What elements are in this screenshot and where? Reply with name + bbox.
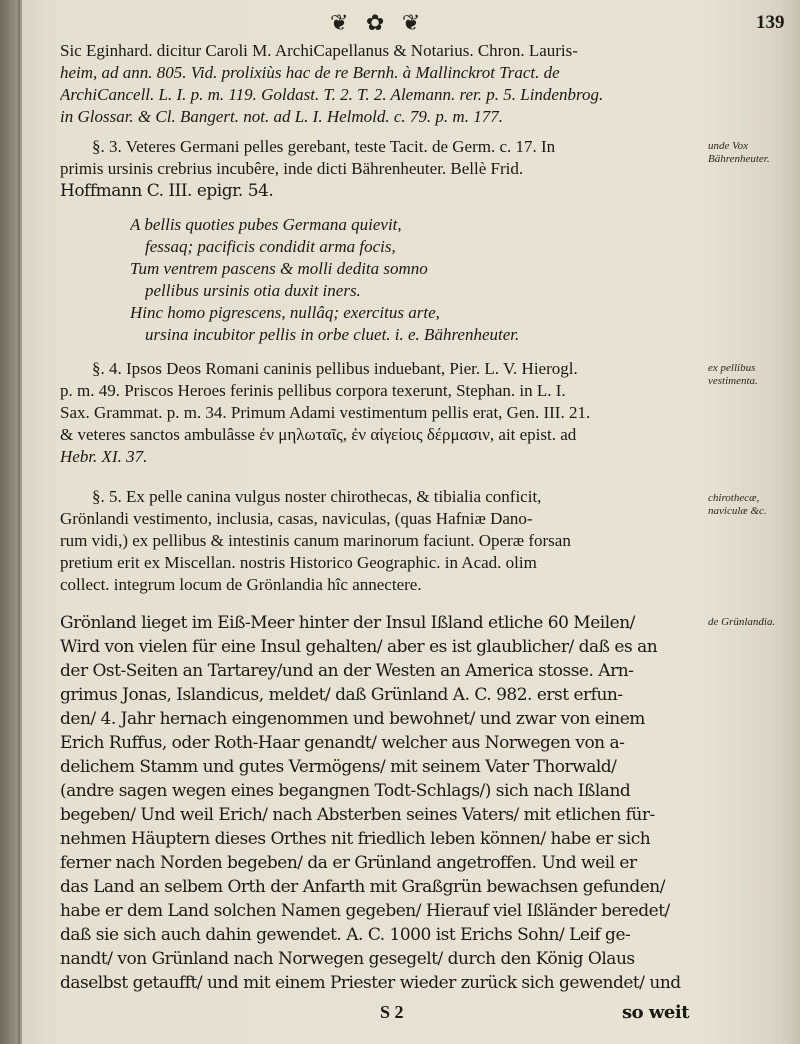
signature-mark: S 2 [380, 1002, 404, 1022]
german-line: den/ 4. Jahr hernach eingenommen und bewohnet/ und zwar von einem [60, 709, 645, 729]
poem-line: fessaq; pacificis condidit arma focis, [145, 237, 396, 256]
page-gutter [0, 0, 22, 1044]
section-4-line: p. m. 49. Priscos Heroes ferinis pellibus corpora texerunt, Stephan. in L. I. [60, 381, 566, 400]
german-line: nehmen Häuptern dieses Orthes nit friedlich leben können/ habe er sich [60, 829, 651, 849]
section-5-line: rum vidi,) ex pellibus & intestinis canum marinorum faciunt. Operæ forsan [60, 531, 571, 550]
section-5-line: collect. integrum locum de Grönlandia hîc annectere. [60, 575, 422, 594]
section-3-line: primis ursinis crebrius incubêre, inde dicti Bährenheuter. Bellè Frid. [60, 159, 524, 178]
german-line: Grönland lieget im Eiß-Meer hinter der Insul Ißland etliche 60 Meilen/ [60, 613, 635, 633]
poem-line: A bellis quoties pubes Germana quievit, [130, 215, 402, 234]
text-line: Sic Eginhard. dicitur Caroli M. ArchiCapellanus & Notarius. Chron. Lauris- [60, 41, 578, 60]
section-5-line: pretium erit ex Miscellan. nostris Historico Geographic. in Acad. olim [60, 553, 537, 572]
poem-line: Hinc homo pigrescens, nullâq; exercitus arte, [130, 303, 440, 322]
german-line: Erich Ruffus, oder Roth-Haar genandt/ welcher aus Norwegen von a- [60, 733, 625, 753]
german-line: daselbst getaufft/ und mit einem Priester wieder zurück sich gewendet/ und [60, 973, 681, 993]
german-line: (andre sagen wegen eines begangnen Todt-Schlags/) sich nach Ißland [60, 781, 631, 801]
german-line: nandt/ von Grünland nach Norwegen gesegelt/ durch den König Olaus [60, 949, 635, 969]
section-4-line: Hebr. XI. 37. [60, 447, 148, 466]
german-line: delichem Stamm und gutes Vermögens/ mit seinem Vater Thorwald/ [60, 757, 617, 777]
margin-note: de Grünlandia. [708, 616, 776, 628]
section-4-line: §. 4. Ipsos Deos Romani caninis pellibus induebant, Pier. L. V. Hierogl. [92, 359, 578, 378]
text-line: ArchiCancell. L. I. p. m. 119. Goldast. T. 2. T. 2. Alemann. rer. p. 5. Lindenbrog. [60, 85, 604, 104]
page-number: 139 [756, 12, 785, 33]
margin-note: chirothecæ, naviculæ &c. [708, 492, 767, 517]
german-line: habe er dem Land solchen Namen gegeben/ Hierauf viel Ißländer beredet/ [60, 901, 670, 921]
header-ornament: ❦ ✿ ❦ [330, 10, 427, 35]
catchword: so weit [622, 1002, 690, 1023]
section-4-line: Sax. Grammat. p. m. 34. Primum Adami vestimentum pellis erat, Gen. III. 21. [60, 403, 591, 422]
german-line: ferner nach Norden begeben/ da er Grünland angetroffen. Und weil er [60, 853, 637, 873]
margin-note: ex pellibus vestimenta. [708, 362, 758, 387]
german-line: daß sie sich auch dahin gewendet. A. C. 1000 ist Erichs Sohn/ Leif ge- [60, 925, 631, 945]
text-line: in Glossar. & Cl. Bangert. not. ad L. I. Helmold. c. 79. p. m. 177. [60, 107, 503, 126]
section-4-line: & veteres sanctos ambulâsse ἐν μηλωταῖς, ἐν αἰγείοις δέρμασιν, ait epist. ad [60, 425, 577, 444]
text-line: heim, ad ann. 805. Vid. prolixiùs hac de re Bernh. à Mallinckrot Tract. de [60, 63, 560, 82]
section-5-line: Grönlandi vestimento, inclusia, casas, naviculas, (quas Hafniæ Dano- [60, 509, 533, 528]
german-line: der Ost-Seiten an Tartarey/und an der Westen an America stosse. Arn- [60, 661, 634, 681]
section-3-line: Hoffmann C. III. epigr. 54. [60, 181, 274, 201]
german-line: Wird von vielen für eine Insul gehalten/ aber es ist glaublicher/ daß es an [60, 637, 658, 657]
poem-line: ursina incubitor pellis in orbe cluet. i. e. Bährenheuter. [145, 325, 520, 344]
poem-line: Tum ventrem pascens & molli dedita somno [130, 259, 428, 278]
margin-note: unde Vox Bährenheuter. [708, 140, 770, 165]
german-line: begeben/ Und weil Erich/ nach Absterben seines Vaters/ mit etlichen für- [60, 805, 655, 825]
page-header [0, 8, 800, 38]
section-5-line: §. 5. Ex pelle canina vulgus noster chirothecas, & tibialia conficit, [92, 487, 542, 506]
german-line: grimus Jonas, Islandicus, meldet/ daß Grünland A. C. 982. erst erfun- [60, 685, 623, 705]
german-line: das Land an selbem Orth der Anfarth mit Graßgrün bewachsen gefunden/ [60, 877, 665, 897]
section-3-line: §. 3. Veteres Germani pelles gerebant, teste Tacit. de Germ. c. 17. In [92, 137, 556, 156]
poem-line: pellibus ursinis otia duxit iners. [145, 281, 361, 300]
